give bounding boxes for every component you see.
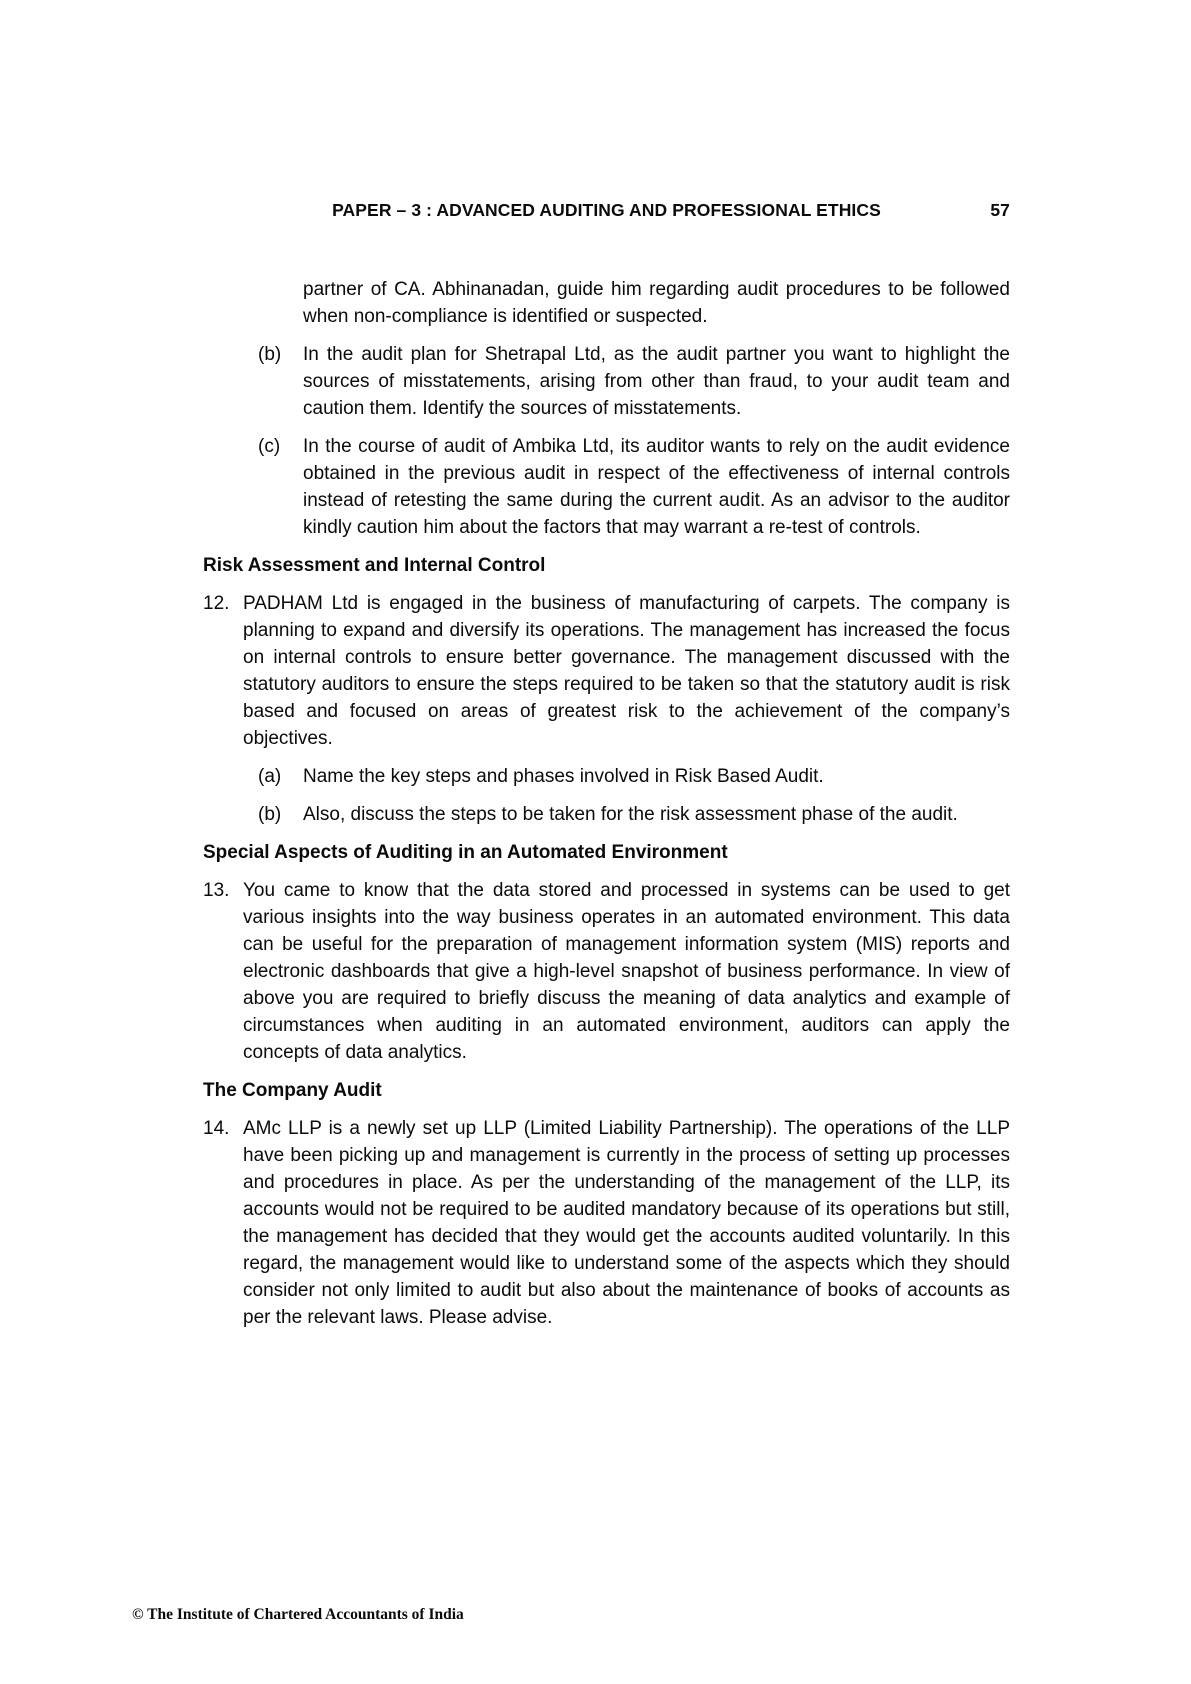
subitem-c (203, 433, 1010, 541)
page-header (203, 197, 1010, 224)
footer-copyright: © The Institute of Chartered Accountants of India (132, 1606, 464, 1623)
subitem-body: Also, discuss the steps to be taken for the risk assessment phase of the audit. (303, 804, 958, 825)
question-body: You came to know that the data stored and processed in systems can be used to get various insights into the way business operates in an automated environment. This data can be useful for the preparation of management information system (MIS) reports and electronic dashboards that give a high-level snapshot of business performance. In view of above you are required to briefly discuss the meaning of data analytics and example of circumstances when auditing in an automated environment, auditors can apply the concepts of data analytics. (243, 880, 1010, 1063)
section-heading-automated-environment: Special Aspects of Auditing in an Automated Environment (203, 842, 728, 863)
page-content (203, 0, 1010, 1342)
page-title: PAPER – 3 : ADVANCED AUDITING AND PROFESSIONAL ETHICS (332, 200, 881, 220)
question-number: 13. (203, 880, 230, 901)
question-body: AMc LLP is a newly set up LLP (Limited Liability Partnership). The operations of the LLP have been picking up and management is currently in the process of setting up processes and procedures in place. As per the understanding of the management of the LLP, its accounts would not be required to be audited mandatory because of its operations but still, the management has decided that they would get the accounts audited voluntarily. In this regard, the management would like to understand some of the aspects which they should consider not only limited to audit but also about the maintenance of books of accounts as per the relevant laws. Please advise. (243, 1118, 1010, 1328)
page-number: 57 (990, 200, 1010, 220)
subitem-label: (a) (258, 766, 282, 787)
subitem-label: (b) (258, 804, 282, 825)
question-13 (203, 877, 1010, 1066)
subitem-label: (c) (258, 436, 281, 457)
subitem-12a (203, 763, 1010, 790)
subitem-12b (203, 801, 1010, 828)
subitem-body: In the audit plan for Shetrapal Ltd, as the audit partner you want to highlight the sources of misstatements, arising from other than fraud, to your audit team and caution them. Identify the sources of misstatements. (303, 344, 1010, 419)
subitem-b (203, 341, 1010, 422)
subitem-body: Name the key steps and phases involved in Risk Based Audit. (303, 766, 824, 787)
subitem-body: In the course of audit of Ambika Ltd, its auditor wants to rely on the audit evidence obtained in the previous audit in respect of the effectiveness of internal controls instead of retesting the same during the current audit. As an advisor to the auditor kindly caution him about the factors that may warrant a re-test of controls. (303, 436, 1010, 538)
section-heading-risk-assessment: Risk Assessment and Internal Control (203, 555, 546, 576)
subitem-label: (b) (258, 344, 282, 365)
section-heading-company-audit: The Company Audit (203, 1080, 382, 1101)
question-14 (203, 1115, 1010, 1331)
question-body: PADHAM Ltd is engaged in the business of manufacturing of carpets. The company is planning to expand and diversify its operations. The management has increased the focus on internal controls to ensure better governance. The management discussed with the statutory auditors to ensure the steps required to be taken so that the statutory audit is risk based and focused on areas of greatest risk to the achievement of the company’s objectives. (243, 593, 1010, 749)
question-number: 12. (203, 593, 230, 614)
continuation-paragraph: partner of CA. Abhinanadan, guide him regarding audit procedures to be followed when non-compliance is identified or suspected. (303, 279, 1010, 327)
question-12 (203, 590, 1010, 752)
question-number: 14. (203, 1118, 230, 1139)
